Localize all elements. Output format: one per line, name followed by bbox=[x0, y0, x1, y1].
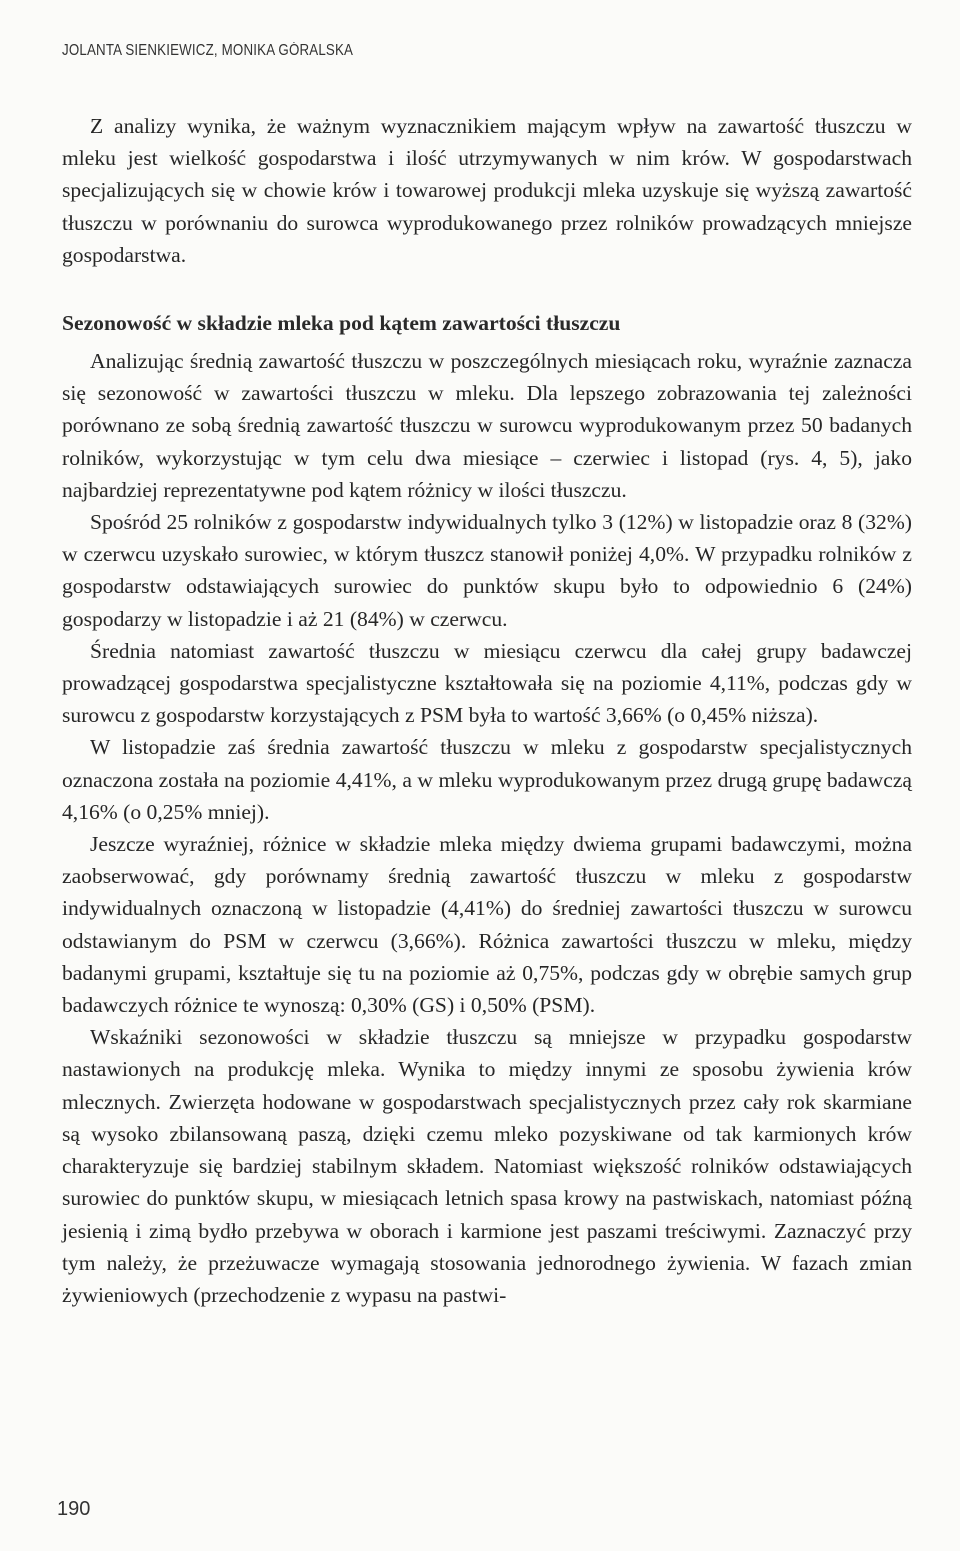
main-text bbox=[62, 110, 912, 1311]
paragraph-3: Średnia natomiast zawartość tłuszczu w miesiącu czerwcu dla całej grupy badawczej prowadzącej gospodarstwa specjalistyczne kształtowała się na poziomie 4,11%, podczas gdy w surowcu z gospodarstw korzystających z PSM była to wartość 3,66% (o 0,45% niższa). bbox=[62, 638, 912, 728]
paragraph-2: Spośród 25 rolników z gospodarstw indywidualnych tylko 3 (12%) w listopadzie oraz 8 (32%) w czerwcu uzyskało surowiec, w którym tłuszcz stanowił poniżej 4,0%. W przypadku rolników z gospodarstw odstawiających surowiec do punktów skupu było to odpowiednio 6 (24%) gospodarzy w listopadzie i aż 21 (84%) w czerwcu. bbox=[62, 510, 912, 631]
paragraph-6: Wskaźniki sezonowości w składzie tłuszczu są mniejsze w przypadku gospodarstw nastawionych na produkcję mleka. Wynika to między innymi ze sposobu żywienia krów mlecznych. Zwierzęta hodowane w gospodarstwach specjalistycznych przez cały rok skarmiane są wysoko zbilansowaną paszą, dzięki czemu mleko pozyskiwane od tak karmionych krów charakteryzuje się bardziej stabilnym składem. Natomiast większość rolników odstawiających surowiec do punktów skupu, w miesiącach letnich spasa krowy na pastwiskach, natomiast późną jesienią i zimą bydło przebywa w oborach i karmione jest paszami treściwymi. Zaznaczyć przy tym należy, że przeżuwacze wymagają stosowania jednorodnego żywienia. W fazach zmian żywieniowych (przechodzenie z wypasu na pastwi- bbox=[62, 1025, 912, 1307]
paragraph-1: Analizując średnią zawartość tłuszczu w poszczególnych miesiącach roku, wyraźnie zaznacza się sezonowość w zawartości tłuszczu w mleku. Dla lepszego zobrazowania tej zależności porównano ze sobą średnią zawartość tłuszczu w surowcu wyprodukowanym przez 50 badanych rolników, wykorzystując w tym celu dwa miesiące – czerwiec i listopad (rys. 4, 5), jako najbardziej reprezentatywne pod kątem różnicy w ilości tłuszczu. bbox=[62, 349, 912, 502]
paragraph-4: W listopadzie zaś średnia zawartość tłuszczu w mleku z gospodarstw specjalistycznych oznaczona została na poziomie 4,41%, a w mleku wyprodukowanym przez drugą grupę badawczą 4,16% (o 0,25% mniej). bbox=[62, 735, 912, 824]
intro-paragraph: Z analizy wynika, że ważnym wyznacznikiem mającym wpływ na zawartość tłuszczu w mleku jest wielkość gospodarstwa i ilość utrzymywanych w nim krów. W gospodarstwach specjalizujących się w chowie krów i towarowej produkcji mleka uzyskuje się wyższą zawartość tłuszczu w porównaniu do surowca wyprodukowanego przez rolników prowadzących mniejsze gospodarstwa. bbox=[62, 114, 912, 267]
running-header: JOLANTA SIENKIEWICZ, MONIKA GÓRALSKA bbox=[62, 42, 354, 59]
paragraph-5: Jeszcze wyraźniej, różnice w składzie mleka między dwiema grupami badawczymi, można zaobserwować, gdy porównamy średnią zawartość tłuszczu w mleku z gospodarstw indywidualnych oznaczoną w listopadzie (4,41%) do średniej zawartości tłuszczu w surowcu odstawianym do PSM w czerwcu (3,66%). Różnica zawartości tłuszczu w mleku, między badanymi grupami, kształtuje się tu na poziomie aż 0,75%, podczas gdy w obrębie samych grup badawczych różnice te wynoszą: 0,30% (GS) i 0,50% (PSM). bbox=[62, 832, 912, 1018]
page-number: 190 bbox=[57, 1498, 91, 1520]
section-heading: Sezonowość w składzie mleka pod kątem zawartości tłuszczu bbox=[62, 311, 621, 336]
